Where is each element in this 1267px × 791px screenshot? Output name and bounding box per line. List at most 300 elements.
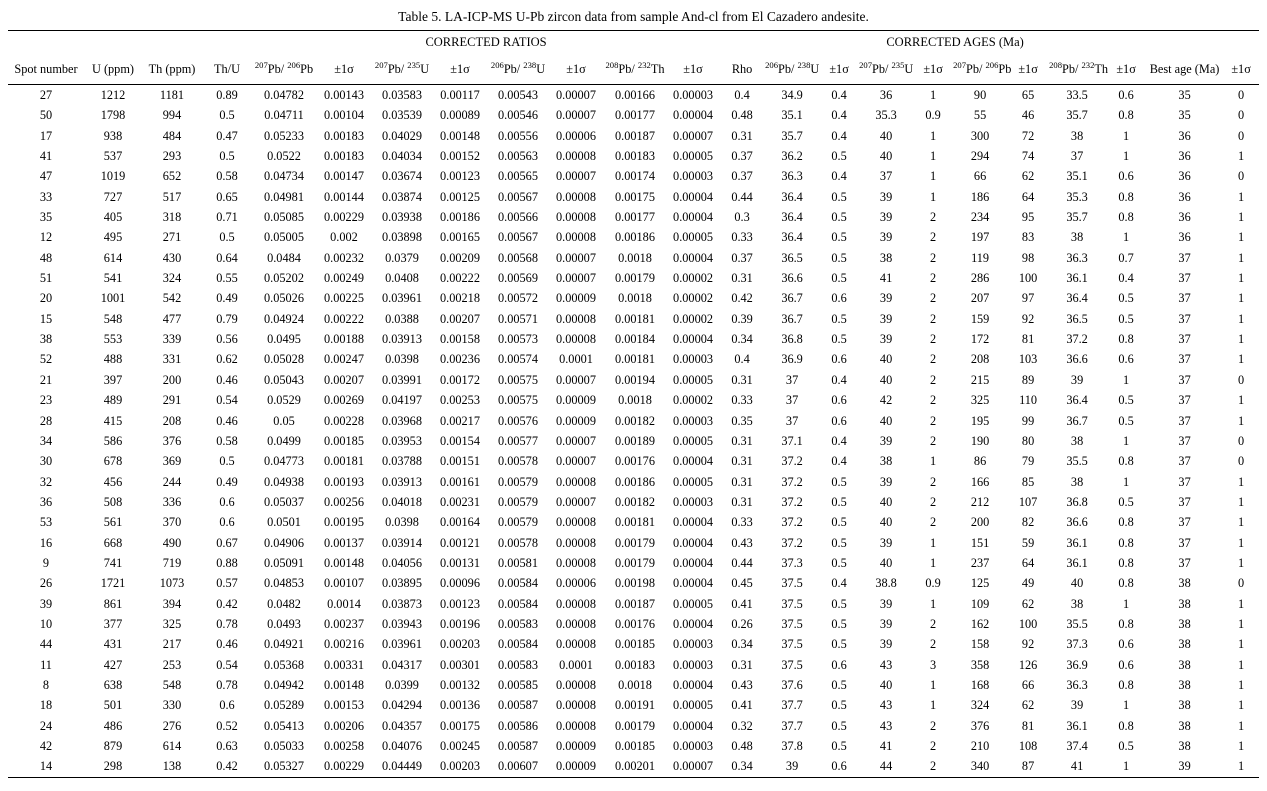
cell: 92 (1021, 311, 1035, 326)
cell: 0.00218 (440, 291, 480, 306)
cell: 0.00165 (440, 230, 480, 245)
cell: 0.00003 (673, 413, 714, 428)
cell: 0.5 (1118, 393, 1134, 408)
cell: 125 (970, 576, 990, 591)
cell: 37 (1178, 311, 1191, 326)
cell: 0.00196 (440, 616, 480, 631)
table-row (8, 187, 1259, 207)
cell: 0.6 (831, 759, 847, 774)
cell: 397 (103, 372, 123, 387)
cell: 1 (930, 128, 937, 143)
column-header: $^{207}$Pb/ $^{206}$Pb (252, 54, 316, 85)
cell: 35.3 (875, 108, 897, 123)
cell: 0.41 (731, 698, 753, 713)
cell: 237 (970, 555, 990, 570)
cell: 0.05 (273, 413, 295, 428)
cell: 0.00004 (673, 616, 714, 631)
cell: 0.00004 (673, 555, 714, 570)
cell: 37 (1178, 271, 1191, 286)
cell: 1 (1238, 149, 1245, 164)
cell: 1181 (159, 88, 185, 102)
cell: 0.00209 (440, 250, 480, 265)
cell: 0.5 (219, 230, 235, 245)
cell: 36.7 (781, 291, 803, 306)
cell: 0.00148 (440, 128, 480, 143)
column-header: ±1σ (548, 54, 604, 85)
cell: 394 (162, 596, 182, 611)
cell: 0.62 (216, 352, 238, 367)
cell: 35 (1178, 88, 1191, 102)
cell: 0.0501 (267, 515, 301, 530)
cell: 0.00131 (440, 555, 480, 570)
cell: 0.42 (216, 759, 238, 774)
cell: 2 (930, 372, 937, 387)
cell: 0.03539 (382, 108, 422, 123)
cell: 0.4 (831, 128, 847, 143)
cell: 0.00008 (556, 311, 596, 326)
cell: 0.00154 (440, 433, 480, 448)
table-row (8, 349, 1259, 369)
cell: 21 (39, 372, 53, 387)
cell: 27 (39, 88, 53, 102)
cell: 0.00009 (556, 393, 596, 408)
cell: 108 (1018, 739, 1038, 753)
cell: 37 (1178, 372, 1191, 387)
cell: 36.8 (1066, 494, 1088, 509)
cell: 0.31 (731, 271, 753, 286)
cell: 36 (1178, 128, 1191, 143)
cell: 92 (1021, 637, 1035, 652)
cell: 0 (1238, 169, 1245, 184)
cell: 0.31 (731, 372, 753, 387)
cell: 2 (930, 739, 937, 753)
cell: 0.00125 (440, 189, 480, 204)
cell: 151 (970, 535, 990, 550)
cell: 0.47 (216, 128, 238, 143)
cell: 2 (930, 332, 937, 347)
group-spacer-rho (720, 31, 764, 55)
cell: 0.00256 (324, 494, 364, 509)
cell: 376 (162, 433, 182, 448)
cell: 0.00002 (673, 393, 714, 408)
cell: 0.4 (831, 372, 847, 387)
cell: 271 (162, 230, 182, 245)
cell: 74 (1021, 149, 1035, 164)
cell: 0.00584 (498, 576, 538, 591)
cell: 0.00005 (673, 230, 714, 245)
cell: 24 (39, 718, 53, 733)
cell: 36.4 (781, 189, 803, 204)
cell: 0.46 (216, 372, 238, 387)
cell: 0.00583 (498, 657, 538, 672)
cell: 39 (879, 616, 893, 631)
cell: 65 (1021, 88, 1035, 102)
cell: 861 (103, 596, 123, 611)
cell: 162 (970, 616, 990, 631)
cell: 0.00006 (556, 128, 596, 143)
cell: 0.04357 (382, 718, 422, 733)
cell: 291 (162, 393, 182, 408)
cell: 15 (39, 311, 53, 326)
cell: 0.05033 (264, 739, 304, 753)
cell: 38 (879, 454, 893, 469)
cell: 43 (879, 718, 893, 733)
cell: 215 (970, 372, 990, 387)
cell: 330 (162, 698, 182, 713)
cell: 1 (1123, 433, 1130, 448)
cell: 0.00137 (324, 535, 364, 550)
cell: 0.00005 (673, 596, 714, 611)
cell: 39 (1070, 372, 1084, 387)
cell: 38 (1178, 616, 1191, 631)
column-header: ±1σ (432, 54, 488, 85)
cell: 0.00007 (556, 433, 596, 448)
cell: 48 (39, 250, 53, 265)
cell: 0.00153 (324, 698, 364, 713)
cell: 0.31 (731, 657, 753, 672)
cell: 62 (1021, 698, 1035, 713)
cell: 0.00008 (556, 332, 596, 347)
cell: 879 (103, 739, 123, 753)
cell: 39 (39, 596, 53, 611)
cell: 0.00182 (615, 413, 655, 428)
cell: 36.3 (1066, 677, 1088, 692)
cell: 0.6 (219, 698, 235, 713)
column-header: ±1σ (666, 54, 720, 85)
cell: 36.8 (781, 332, 803, 347)
cell: 35.1 (1066, 169, 1088, 184)
cell: 0.6 (1118, 637, 1134, 652)
cell: 37 (1178, 393, 1191, 408)
cell: 0.31 (731, 474, 753, 489)
cell: 37.6 (781, 677, 803, 692)
cell: 0 (1238, 372, 1245, 387)
cell: 3 (930, 657, 937, 672)
cell: 0.5 (831, 250, 847, 265)
cell: 370 (162, 515, 182, 530)
cell: 12 (39, 230, 53, 245)
cell: 0.88 (216, 555, 238, 570)
cell: 37.5 (781, 616, 803, 631)
cell: 0.00195 (324, 515, 364, 530)
cell: 2 (930, 433, 937, 448)
cell: 0.00121 (440, 535, 480, 550)
table-row (8, 309, 1259, 329)
cell: 0.46 (216, 637, 238, 652)
cell: 37 (1070, 149, 1084, 164)
cell: 36.4 (781, 230, 803, 245)
cell: 0.00185 (615, 739, 655, 753)
cell: 0.00005 (673, 474, 714, 489)
cell: 0.00004 (673, 454, 714, 469)
table-row (8, 736, 1259, 756)
cell: 0.00166 (615, 88, 655, 102)
cell: 39 (1070, 698, 1084, 713)
cell: 0.6 (219, 494, 235, 509)
table-row (8, 85, 1259, 106)
cell: 0.00004 (673, 189, 714, 204)
cell: 55 (973, 108, 987, 123)
cell: 0.00543 (498, 88, 538, 102)
cell: 678 (103, 454, 123, 469)
cell: 0.00587 (498, 739, 538, 753)
cell: 0.5 (831, 494, 847, 509)
cell: 0.00573 (498, 332, 538, 347)
cell: 1 (1123, 698, 1130, 713)
cell: 37 (785, 372, 799, 387)
table-row (8, 655, 1259, 675)
cell: 0.42 (731, 291, 753, 306)
cell: 741 (103, 555, 123, 570)
cell: 39 (879, 596, 893, 611)
cell: 190 (970, 433, 990, 448)
cell: 38 (879, 250, 893, 265)
cell: 0.00132 (440, 677, 480, 692)
cell: 2 (930, 616, 937, 631)
cell: 172 (970, 332, 990, 347)
cell: 0.78 (216, 616, 238, 631)
cell: 30 (39, 454, 53, 469)
cell: 0.8 (1118, 332, 1134, 347)
group-header-corrected-ages: CORRECTED AGES (Ma) (886, 35, 1024, 49)
cell: 0.00583 (498, 616, 538, 631)
cell: 0.5 (831, 149, 847, 164)
cell: 456 (103, 474, 123, 489)
cell: 0.6 (1118, 657, 1134, 672)
cell: 0.04076 (382, 739, 422, 753)
cell: 44 (39, 637, 53, 652)
cell: 561 (103, 515, 123, 530)
cell: 0.00207 (324, 372, 364, 387)
cell: 0.00578 (498, 535, 538, 550)
cell: 0.4 (734, 352, 750, 367)
cell: 2 (930, 494, 937, 509)
cell: 37 (1178, 535, 1191, 550)
cell: 0.5 (1118, 494, 1134, 509)
cell: 1 (1238, 555, 1245, 570)
cell: 489 (103, 393, 123, 408)
cell: 0.03961 (382, 637, 422, 652)
cell: 0.00182 (615, 494, 655, 509)
cell: 0.00004 (673, 332, 714, 347)
table-title: Table 5. LA-ICP-MS U-Pb zircon data from sample And-cl from El Cazadero andesite. (398, 9, 869, 24)
cell: 0.00206 (324, 718, 364, 733)
cell: 1 (1238, 739, 1245, 753)
cell: 0.05368 (264, 657, 304, 672)
cell: 0.4 (831, 108, 847, 123)
cell: 40 (879, 677, 893, 692)
column-header: Th/U (202, 54, 252, 85)
cell: 0.54 (216, 393, 238, 408)
cell: 86 (973, 454, 987, 469)
cell: 0.56 (216, 332, 238, 347)
cell: 0.04853 (264, 576, 304, 591)
cell: 40 (879, 352, 893, 367)
cell: 0.03913 (382, 332, 422, 347)
cell: 0.00174 (615, 169, 655, 184)
cell: 0.5 (831, 616, 847, 631)
cell: 0.00009 (556, 413, 596, 428)
cell: 0.42 (216, 596, 238, 611)
cell: 0.00188 (324, 332, 364, 347)
cell: 0 (1238, 433, 1245, 448)
cell: 548 (103, 311, 123, 326)
cell: 0.5 (1118, 291, 1134, 306)
cell: 49 (1021, 576, 1035, 591)
cell: 0.00216 (324, 637, 364, 652)
cell: 0.00008 (556, 230, 596, 245)
cell: 0.8 (1118, 677, 1134, 692)
cell: 38 (1178, 677, 1191, 692)
cell: 36.4 (1066, 393, 1088, 408)
cell: 0.00201 (615, 759, 655, 774)
cell: 1 (930, 454, 937, 469)
cell: 0.00008 (556, 677, 596, 692)
cell: 0.35 (731, 413, 753, 428)
cell: 35 (39, 210, 53, 225)
cell: 0.44 (731, 189, 753, 204)
cell: 81 (1021, 332, 1035, 347)
cell: 0.00569 (498, 271, 538, 286)
cell: 0.05085 (264, 210, 304, 225)
cell: 0.6 (831, 413, 847, 428)
cell: 0.05202 (264, 271, 304, 286)
cell: 0.6 (831, 657, 847, 672)
cell: 376 (970, 718, 990, 733)
cell: 0.03968 (382, 413, 422, 428)
cell: 0.5 (831, 718, 847, 733)
cell: 36.9 (1066, 657, 1088, 672)
table-row (8, 411, 1259, 431)
cell: 0.00147 (324, 169, 364, 184)
cell: 41 (879, 739, 893, 753)
cell: 35.7 (1066, 210, 1088, 225)
cell: 1 (1238, 189, 1245, 204)
cell: 80 (1021, 433, 1035, 448)
cell: 98 (1021, 250, 1035, 265)
table-row (8, 675, 1259, 695)
cell: 1 (1238, 535, 1245, 550)
cell: 37.5 (781, 576, 803, 591)
cell: 36 (1178, 169, 1191, 184)
cell: 276 (162, 718, 182, 733)
cell: 39 (879, 189, 893, 204)
cell: 1 (1238, 657, 1245, 672)
cell: 0 (1238, 88, 1245, 102)
cell: 286 (970, 271, 990, 286)
cell: 1 (1238, 637, 1245, 652)
cell: 89 (1021, 372, 1035, 387)
cell: 0.00004 (673, 718, 714, 733)
cell: 36.5 (781, 250, 803, 265)
table-row (8, 573, 1259, 593)
cell: 42 (879, 393, 893, 408)
cell: 0.04924 (264, 311, 304, 326)
cell: 0.00179 (615, 535, 655, 550)
cell: 38 (1178, 576, 1191, 591)
cell: 186 (970, 189, 990, 204)
cell: 0.05413 (264, 718, 304, 733)
cell: 2 (930, 413, 937, 428)
cell: 38 (1070, 128, 1084, 143)
table-row (8, 594, 1259, 614)
cell: 0.00581 (498, 555, 538, 570)
cell: 0.03674 (382, 169, 422, 184)
cell: 37.5 (781, 596, 803, 611)
cell: 0.00007 (673, 759, 714, 774)
cell: 0.00181 (615, 311, 655, 326)
cell: 0.00567 (498, 230, 538, 245)
cell: 0 (1238, 454, 1245, 469)
cell: 38 (1070, 230, 1084, 245)
cell: 1212 (100, 88, 126, 102)
cell: 0.0379 (385, 250, 419, 265)
cell: 37.2 (781, 454, 803, 469)
cell: 23 (39, 393, 53, 408)
table-row (8, 716, 1259, 736)
cell: 35.5 (1066, 616, 1088, 631)
cell: 0.00004 (673, 515, 714, 530)
cell: 0.00579 (498, 494, 538, 509)
table-row (8, 390, 1259, 410)
cell: 0 (1238, 128, 1245, 143)
cell: 0.6 (1118, 169, 1134, 184)
cell: 0.5 (831, 677, 847, 692)
cell: 64 (1021, 189, 1035, 204)
cell: 0.52 (216, 718, 238, 733)
cell: 994 (162, 108, 182, 123)
cell: 26 (39, 576, 53, 591)
cell: 298 (103, 759, 123, 774)
cell: 2 (930, 311, 937, 326)
cell: 938 (103, 128, 123, 143)
cell: 36 (1178, 230, 1191, 245)
cell: 0.03938 (382, 210, 422, 225)
cell: 50 (39, 108, 53, 123)
cell: 0.33 (731, 230, 753, 245)
cell: 38.8 (875, 576, 897, 591)
cell: 0.03953 (382, 433, 422, 448)
cell: 324 (162, 271, 182, 286)
cell: 0.5 (831, 332, 847, 347)
cell: 81 (1021, 718, 1035, 733)
cell: 614 (162, 739, 182, 753)
cell: 51 (39, 271, 53, 286)
cell: 37 (1178, 494, 1191, 509)
cell: 37.1 (781, 433, 803, 448)
cell: 234 (970, 210, 990, 225)
cell: 36.5 (1066, 311, 1088, 326)
cell: 0.33 (731, 393, 753, 408)
cell: 43 (879, 698, 893, 713)
cell: 339 (162, 332, 182, 347)
cell: 1001 (100, 291, 126, 306)
cell: 138 (162, 759, 182, 774)
cell: 0.00175 (615, 189, 655, 204)
cell: 553 (103, 332, 123, 347)
cell: 0.04018 (382, 494, 422, 509)
cell: 0.04711 (264, 108, 304, 123)
cell: 39 (879, 474, 893, 489)
cell: 0.00203 (440, 759, 480, 774)
cell: 0.03874 (382, 189, 422, 204)
cell: 39 (785, 759, 799, 774)
cell: 0.4 (1118, 271, 1134, 286)
cell: 37 (1178, 474, 1191, 489)
cell: 0.00089 (440, 108, 480, 123)
cell: 9 (42, 555, 50, 570)
cell: 0.0001 (559, 352, 593, 367)
